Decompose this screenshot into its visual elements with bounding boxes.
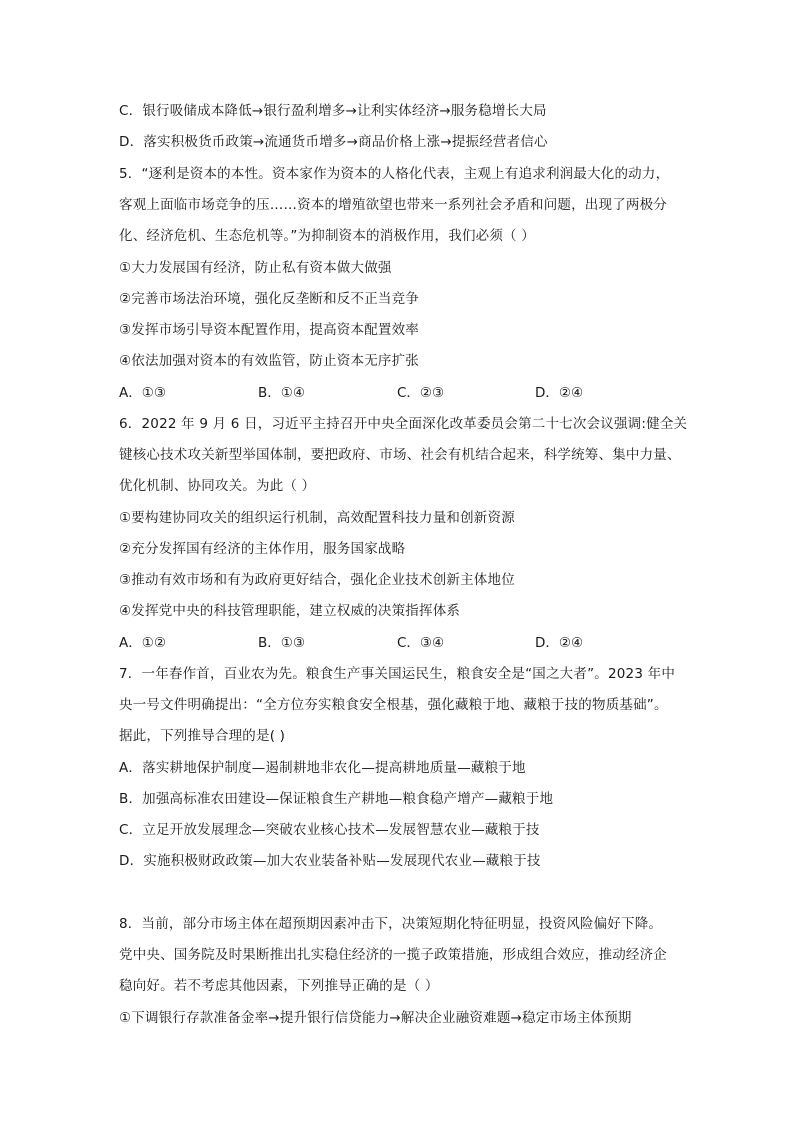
q5-option-b: B．①④ — [258, 385, 305, 401]
q6-option-b: B．①③ — [258, 635, 305, 651]
q7-option-c: C．立足开放发展理念—突破农业核心技术—发展智慧农业—藏粮于技 — [119, 822, 540, 838]
q8-stem-line-3: 稳向好。若不考虑其他因素，下列推导正确的是（ ） — [119, 978, 439, 994]
q7-stem-line-2: 央一号文件明确提出：“全方位夯实粮食安全根基，强化藏粮于地、藏粮于技的物质基础”。 — [119, 697, 668, 713]
q6-statement-1: ①要构建协同攻关的组织运行机制，高效配置科技力量和创新资源 — [119, 510, 515, 526]
q6-statement-4: ④发挥党中央的科技管理职能，建立权威的决策指挥体系 — [119, 603, 461, 619]
q5-stem-line-2: 客观上面临市场竞争的压……资本的增殖欲望也带来一系列社会矛盾和问题，出现了两极分 — [119, 197, 667, 213]
q5-option-c: C．②③ — [397, 385, 445, 401]
q7-stem-line-1: 7．一年春作首，百业农为先。粮食生产事关国运民生，粮食安全是“国之大者”。2023 年中 — [119, 666, 676, 682]
q5-statement-1: ①大力发展国有经济，防止私有资本做大做强 — [119, 260, 392, 276]
q6-option-a: A．①② — [119, 635, 166, 651]
q6-stem-line-2: 键核心技术攻关新型举国体制，要把政府、市场、社会有机结合起来，科学统筹、集中力量、 — [119, 447, 681, 463]
q5-stem-line-1: 5．“逐利是资本的本性。资本家作为资本的人格化代表，主观上有追求利润最大化的动力， — [119, 166, 670, 182]
q5-option-d: D．②④ — [535, 385, 584, 401]
q5-statement-4: ④依法加强对资本的有效监管，防止资本无序扩张 — [119, 353, 420, 369]
q6-stem-line-1: 6．2022 年 9 月 6 日，习近平主持召开中央全面深化改革委员会第二十七次会议强调:健全关 — [119, 416, 688, 432]
q5-statement-2: ②完善市场法治环境，强化反垄断和反不正当竞争 — [119, 291, 420, 307]
q6-option-d: D．②④ — [535, 635, 584, 651]
q7-option-a: A．落实耕地保护制度—遏制耕地非农化—提高耕地质量—藏粮于地 — [119, 760, 526, 776]
q7-stem-line-3: 据此，下列推导合理的是( ) — [119, 728, 286, 744]
q8-statement-1: ①下调银行存款准备金率→提升银行信贷能力→解决企业融资难题→稳定市场主体预期 — [119, 1010, 632, 1026]
q5-statement-3: ③发挥市场引导资本配置作用，提高资本配置效率 — [119, 322, 420, 338]
q6-statement-3: ③推动有效市场和有为政府更好结合，强化企业技术创新主体地位 — [119, 572, 515, 588]
q5-stem-line-3: 化、经济危机、生态危机等。”为抑制资本的消极作用，我们必须（ ） — [119, 228, 535, 244]
q5-option-a: A．①③ — [119, 385, 166, 401]
q7-option-d: D．实施积极财政政策—加大农业装备补贴—发展现代农业—藏粮于技 — [119, 853, 541, 869]
q6-option-c: C．③④ — [397, 635, 445, 651]
q4-option-d: D．落实积极货币政策→流通货币增多→商品价格上涨→提振经营者信心 — [119, 134, 548, 150]
q7-option-b: B．加强高标准农田建设—保证粮食生产耕地—粮食稳产增产—藏粮于地 — [119, 791, 554, 807]
q4-option-c: C．银行吸储成本降低→银行盈利增多→让利实体经济→服务稳增长大局 — [119, 103, 547, 119]
q6-statement-2: ②充分发挥国有经济的主体作用，服务国家战略 — [119, 541, 406, 557]
q8-stem-line-2: 党中央、国务院及时果断推出扎实稳住经济的一揽子政策措施，形成组合效应，推动经济企 — [119, 947, 667, 963]
q6-stem-line-3: 优化机制、协同攻关。为此（ ） — [119, 478, 316, 494]
q8-stem-line-1: 8．当前，部分市场主体在超预期因素冲击下，决策短期化特征明显，投资风险偏好下降。 — [119, 916, 663, 932]
